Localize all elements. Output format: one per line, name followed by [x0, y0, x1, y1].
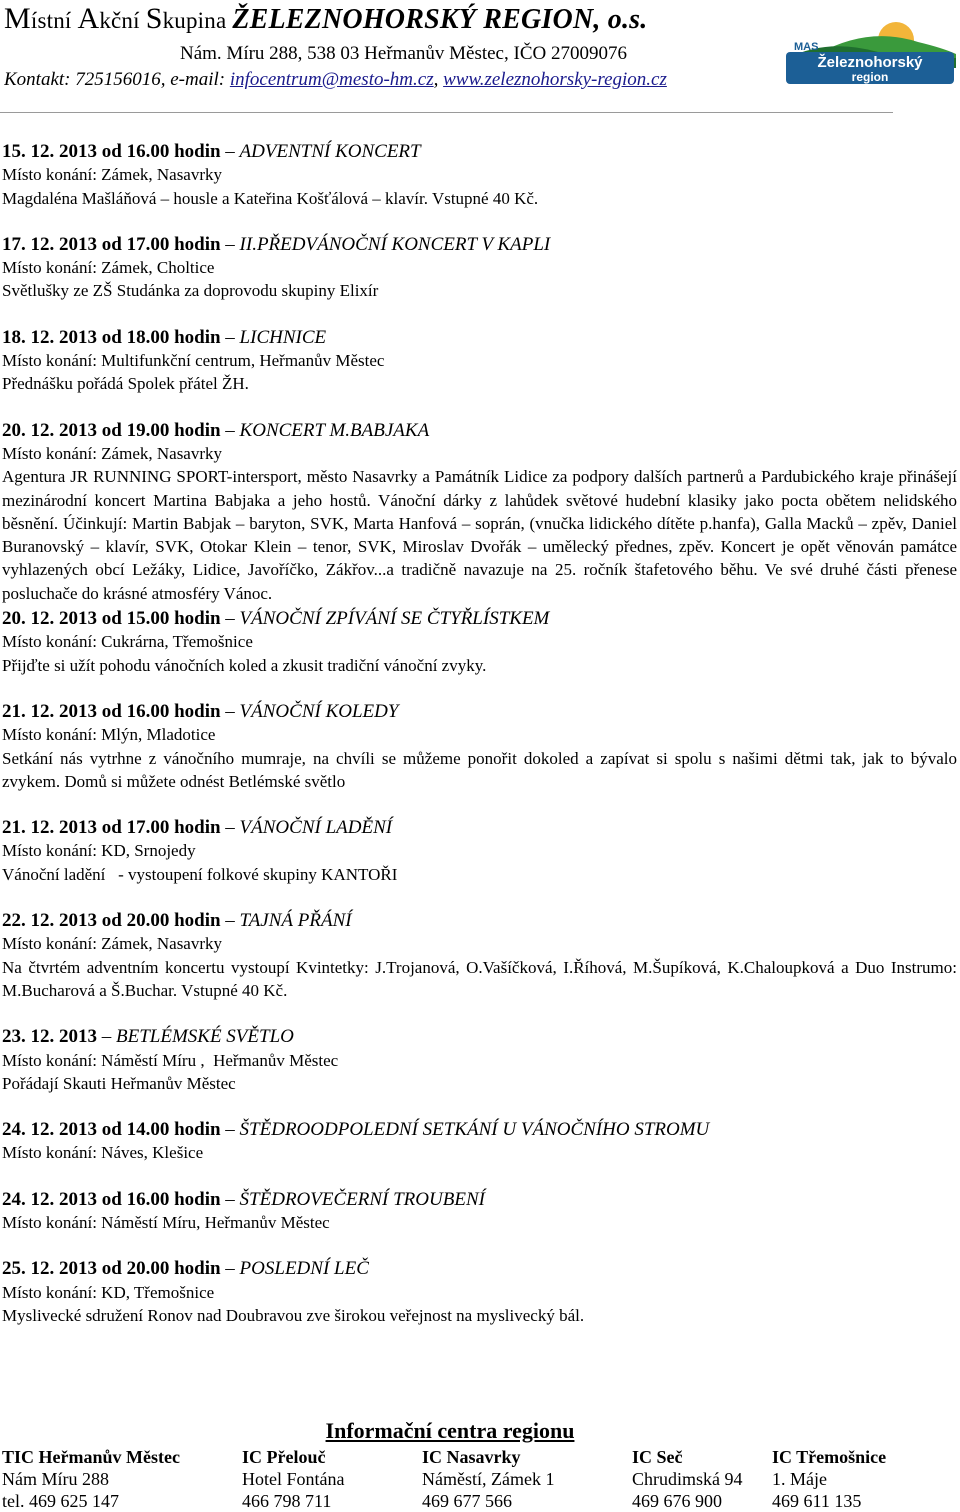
event-title: BETLÉMSKÉ SVĚTLO — [116, 1026, 294, 1048]
info-center-phone: 469 677 566 — [422, 1491, 512, 1511]
info-center-phone: 469 611 135 — [772, 1491, 862, 1511]
event-venue: Místo konání: KD, Třemošnice — [2, 1282, 215, 1302]
info-center-address: Hotel Fontána — [242, 1469, 345, 1489]
event-heading: 21. 12. 2013 od 17.00 hodin – VÁNOČNÍ LADĚNÍ — [2, 817, 393, 839]
event-item — [2, 326, 957, 396]
event-description: Přednášku pořádá Spolek přátel ŽH. — [2, 374, 249, 394]
info-center — [2, 1446, 180, 1512]
info-center-address: Nám Míru 288 — [2, 1469, 109, 1489]
info-center — [772, 1446, 886, 1512]
event-description: Myslivecké sdružení Ronov nad Doubravou zve širokou veřejnost na myslivecký bál. — [2, 1305, 585, 1325]
event-description: Setkání nás vytrhne z vánočního mumraje, na chvíli se můžeme ponořit dokoled a zapívat si spolu s našimi dětmi tak, jak to bývalo zvykem. Domů si můžete odnést Betlémské světlo — [2, 748, 957, 791]
title-main: ŽELEZNOHORSKÝ REGION, o.s. — [232, 4, 648, 35]
info-center-address: 1. Máje — [772, 1469, 827, 1489]
event-heading: 25. 12. 2013 od 20.00 hodin – POSLEDNÍ LEČ — [2, 1258, 369, 1280]
svg-text:MAS: MAS — [794, 41, 819, 53]
info-center-address: Chrudimská 94 — [632, 1469, 743, 1489]
event-title: POSLEDNÍ LEČ — [239, 1258, 369, 1280]
event-item — [2, 909, 957, 1002]
event-title: VÁNOČNÍ ZPÍVÁNÍ SE ČTYŘLÍSTKEM — [239, 608, 550, 630]
event-description: Přijďte si užít pohodu vánočních koled a zkusit tradiční vánoční zvyky. — [2, 655, 487, 675]
event-title: LICHNICE — [239, 326, 327, 348]
mas-logo — [778, 14, 958, 86]
event-item — [2, 816, 957, 886]
info-center-name: IC Třemošnice — [772, 1447, 887, 1467]
event-venue: Místo konání: Zámek, Nasavrky — [2, 165, 223, 185]
email-link[interactable]: infocentrum@mesto-hm.cz — [229, 69, 434, 90]
event-item — [2, 1188, 957, 1235]
event-title: ŠTĚDROODPOLEDNÍ SETKÁNÍ U VÁNOČNÍHO STROMU — [239, 1119, 710, 1141]
event-venue: Místo konání: Zámek, Nasavrky — [2, 443, 223, 463]
info-center-name: IC Nasavrky — [422, 1447, 521, 1467]
svg-text:Železnohorský: Železnohorský — [817, 54, 923, 71]
event-title: VÁNOČNÍ LADĚNÍ — [239, 817, 393, 839]
info-center-address: Náměstí, Zámek 1 — [422, 1469, 555, 1489]
event-item — [2, 607, 957, 677]
event-description: Agentura JR RUNNING SPORT-intersport, město Nasavrky a Památník Lidice za podpory dalších partnerů a Pardubického kraje přinášejí mezinárodní koncert Martina Babjaka a jeho hostů. Vánoční dárky z lahůdek světové hudební klasiky jako pocta obětem nelidského běsnění. Účinkují: Martin Babjak – baryton, SVK, Marta Hanfová – soprán, (vnučka lidického dítěte p.hanfa), Galla Macků – zpěv, Daniel Buranovský – klavír, SVK, Otokar Klein – tenor, SVK, Miroslav Dvořák – umělecký přednes, zpěv. Koncert je opět věnován památce vyhlazených obcí Ležáky, Lidice, Javoříčko, Zákřov...a tradičně navazuje na 25. ročník štafetového běhu. Ve své druhé části přenese posluchače do krásné atmosféry Vánoc. — [2, 467, 957, 603]
event-venue: Místo konání: Zámek, Choltice — [2, 258, 215, 278]
contact-line: Kontakt: 725156016, e-mail: infocentrum@mesto-hm.cz, www.zeleznohorsky-region.cz — [4, 69, 667, 90]
event-title: KONCERT M.BABJAKA — [239, 419, 430, 441]
event-title: ADVENTNÍ KONCERT — [239, 141, 421, 162]
info-center-phone: 466 798 711 — [242, 1491, 332, 1511]
event-list — [2, 140, 957, 1327]
event-title: II.PŘEDVÁNOČNÍ KONCERT V KAPLI — [239, 233, 551, 255]
event-venue: Místo konání: Multifunkční centrum, Heřmanův Městec — [2, 351, 385, 371]
event-item — [2, 419, 957, 605]
event-item — [2, 140, 957, 210]
svg-text:region: region — [851, 70, 889, 84]
event-heading: 23. 12. 2013 – BETLÉMSKÉ SVĚTLO — [2, 1026, 294, 1048]
event-venue: Místo konání: Mlýn, Mladotice — [2, 725, 216, 745]
info-center — [422, 1446, 554, 1512]
event-venue: Místo konání: Cukrárna, Třemošnice — [2, 632, 253, 652]
event-heading: 17. 12. 2013 od 17.00 hodin – II.PŘEDVÁNOČNÍ KONCERT V KAPLI — [2, 233, 551, 255]
event-venue: Místo konání: Náměstí Míru, Heřmanův Městec — [2, 1212, 330, 1232]
letterhead — [0, 0, 960, 120]
event-heading: 20. 12. 2013 od 19.00 hodin – KONCERT M.BABJAKA — [2, 419, 430, 441]
info-center — [242, 1446, 344, 1512]
info-center-phone: tel. 469 625 147 — [2, 1491, 119, 1511]
event-title: TAJNÁ PŘÁNÍ — [239, 910, 352, 932]
event-heading: 20. 12. 2013 od 15.00 hodin – VÁNOČNÍ ZPÍVÁNÍ SE ČTYŘLÍSTKEM — [2, 608, 550, 630]
organization-title — [4, 2, 647, 36]
organization-address: Nám. Míru 288, 538 03 Heřmanův Městec, IČO 27009076 — [180, 43, 627, 64]
event-heading: 24. 12. 2013 od 16.00 hodin – ŠTĚDROVEČERNÍ TROUBENÍ — [2, 1188, 485, 1210]
event-heading: 21. 12. 2013 od 16.00 hodin – VÁNOČNÍ KOLEDY — [2, 700, 399, 722]
info-center-name: IC Přelouč — [242, 1447, 326, 1467]
event-item — [2, 1257, 957, 1327]
event-title: ŠTĚDROVEČERNÍ TROUBENÍ — [239, 1188, 485, 1210]
event-description: Vánoční ladění - vystoupení folkové skupiny KANTOŘI — [2, 864, 398, 884]
event-heading: 15. 12. 2013 od 16.00 hodin – ADVENTNÍ KONCERT — [2, 141, 421, 162]
title-smallcaps: Místní Akční Skupina — [4, 2, 233, 35]
event-heading: 18. 12. 2013 od 18.00 hodin – LICHNICE — [2, 326, 327, 348]
event-item — [2, 1025, 957, 1095]
info-center-phone: 469 676 900 — [632, 1491, 722, 1511]
info-centers-title: Informační centra regionu — [325, 1418, 575, 1443]
event-venue: Místo konání: Náměstí Míru , Heřmanův Městec — [2, 1050, 339, 1070]
event-item — [2, 700, 957, 793]
info-center-name: IC Seč — [632, 1447, 683, 1467]
event-venue: Místo konání: Náves, Klešice — [2, 1143, 204, 1163]
event-description: Na čtvrtém adventním koncertu vystoupí Kvintetky: J.Trojanová, O.Vašíčková, I.Říhová, M.Šupíková, K.Chaloupková a Duo Instrumo: M.Bucharová a Š.Buchar. Vstupné 40 Kč. — [2, 957, 957, 1000]
event-description: Magdaléna Mašláňová – housle a Kateřina Košťálová – klavír. Vstupné 40 Kč. — [2, 188, 539, 208]
event-heading: 24. 12. 2013 od 14.00 hodin – ŠTĚDROODPOLEDNÍ SETKÁNÍ U VÁNOČNÍHO STROMU — [2, 1119, 710, 1141]
event-heading: 22. 12. 2013 od 20.00 hodin – TAJNÁ PŘÁNÍ — [2, 910, 352, 932]
info-center — [632, 1446, 743, 1512]
event-venue: Místo konání: KD, Srnojedy — [2, 841, 196, 861]
event-description: Světlušky ze ZŠ Studánka za doprovodu skupiny Elixír — [2, 281, 379, 301]
event-title: VÁNOČNÍ KOLEDY — [239, 700, 399, 722]
event-description: Pořádají Skauti Heřmanův Městec — [2, 1073, 236, 1093]
header-divider — [0, 112, 893, 113]
event-item — [2, 233, 957, 303]
info-center-name: TIC Heřmanův Městec — [2, 1447, 180, 1467]
event-item — [2, 1118, 957, 1165]
event-venue: Místo konání: Zámek, Nasavrky — [2, 934, 223, 954]
website-link[interactable]: www.zeleznohorsky-region.cz — [443, 69, 667, 90]
